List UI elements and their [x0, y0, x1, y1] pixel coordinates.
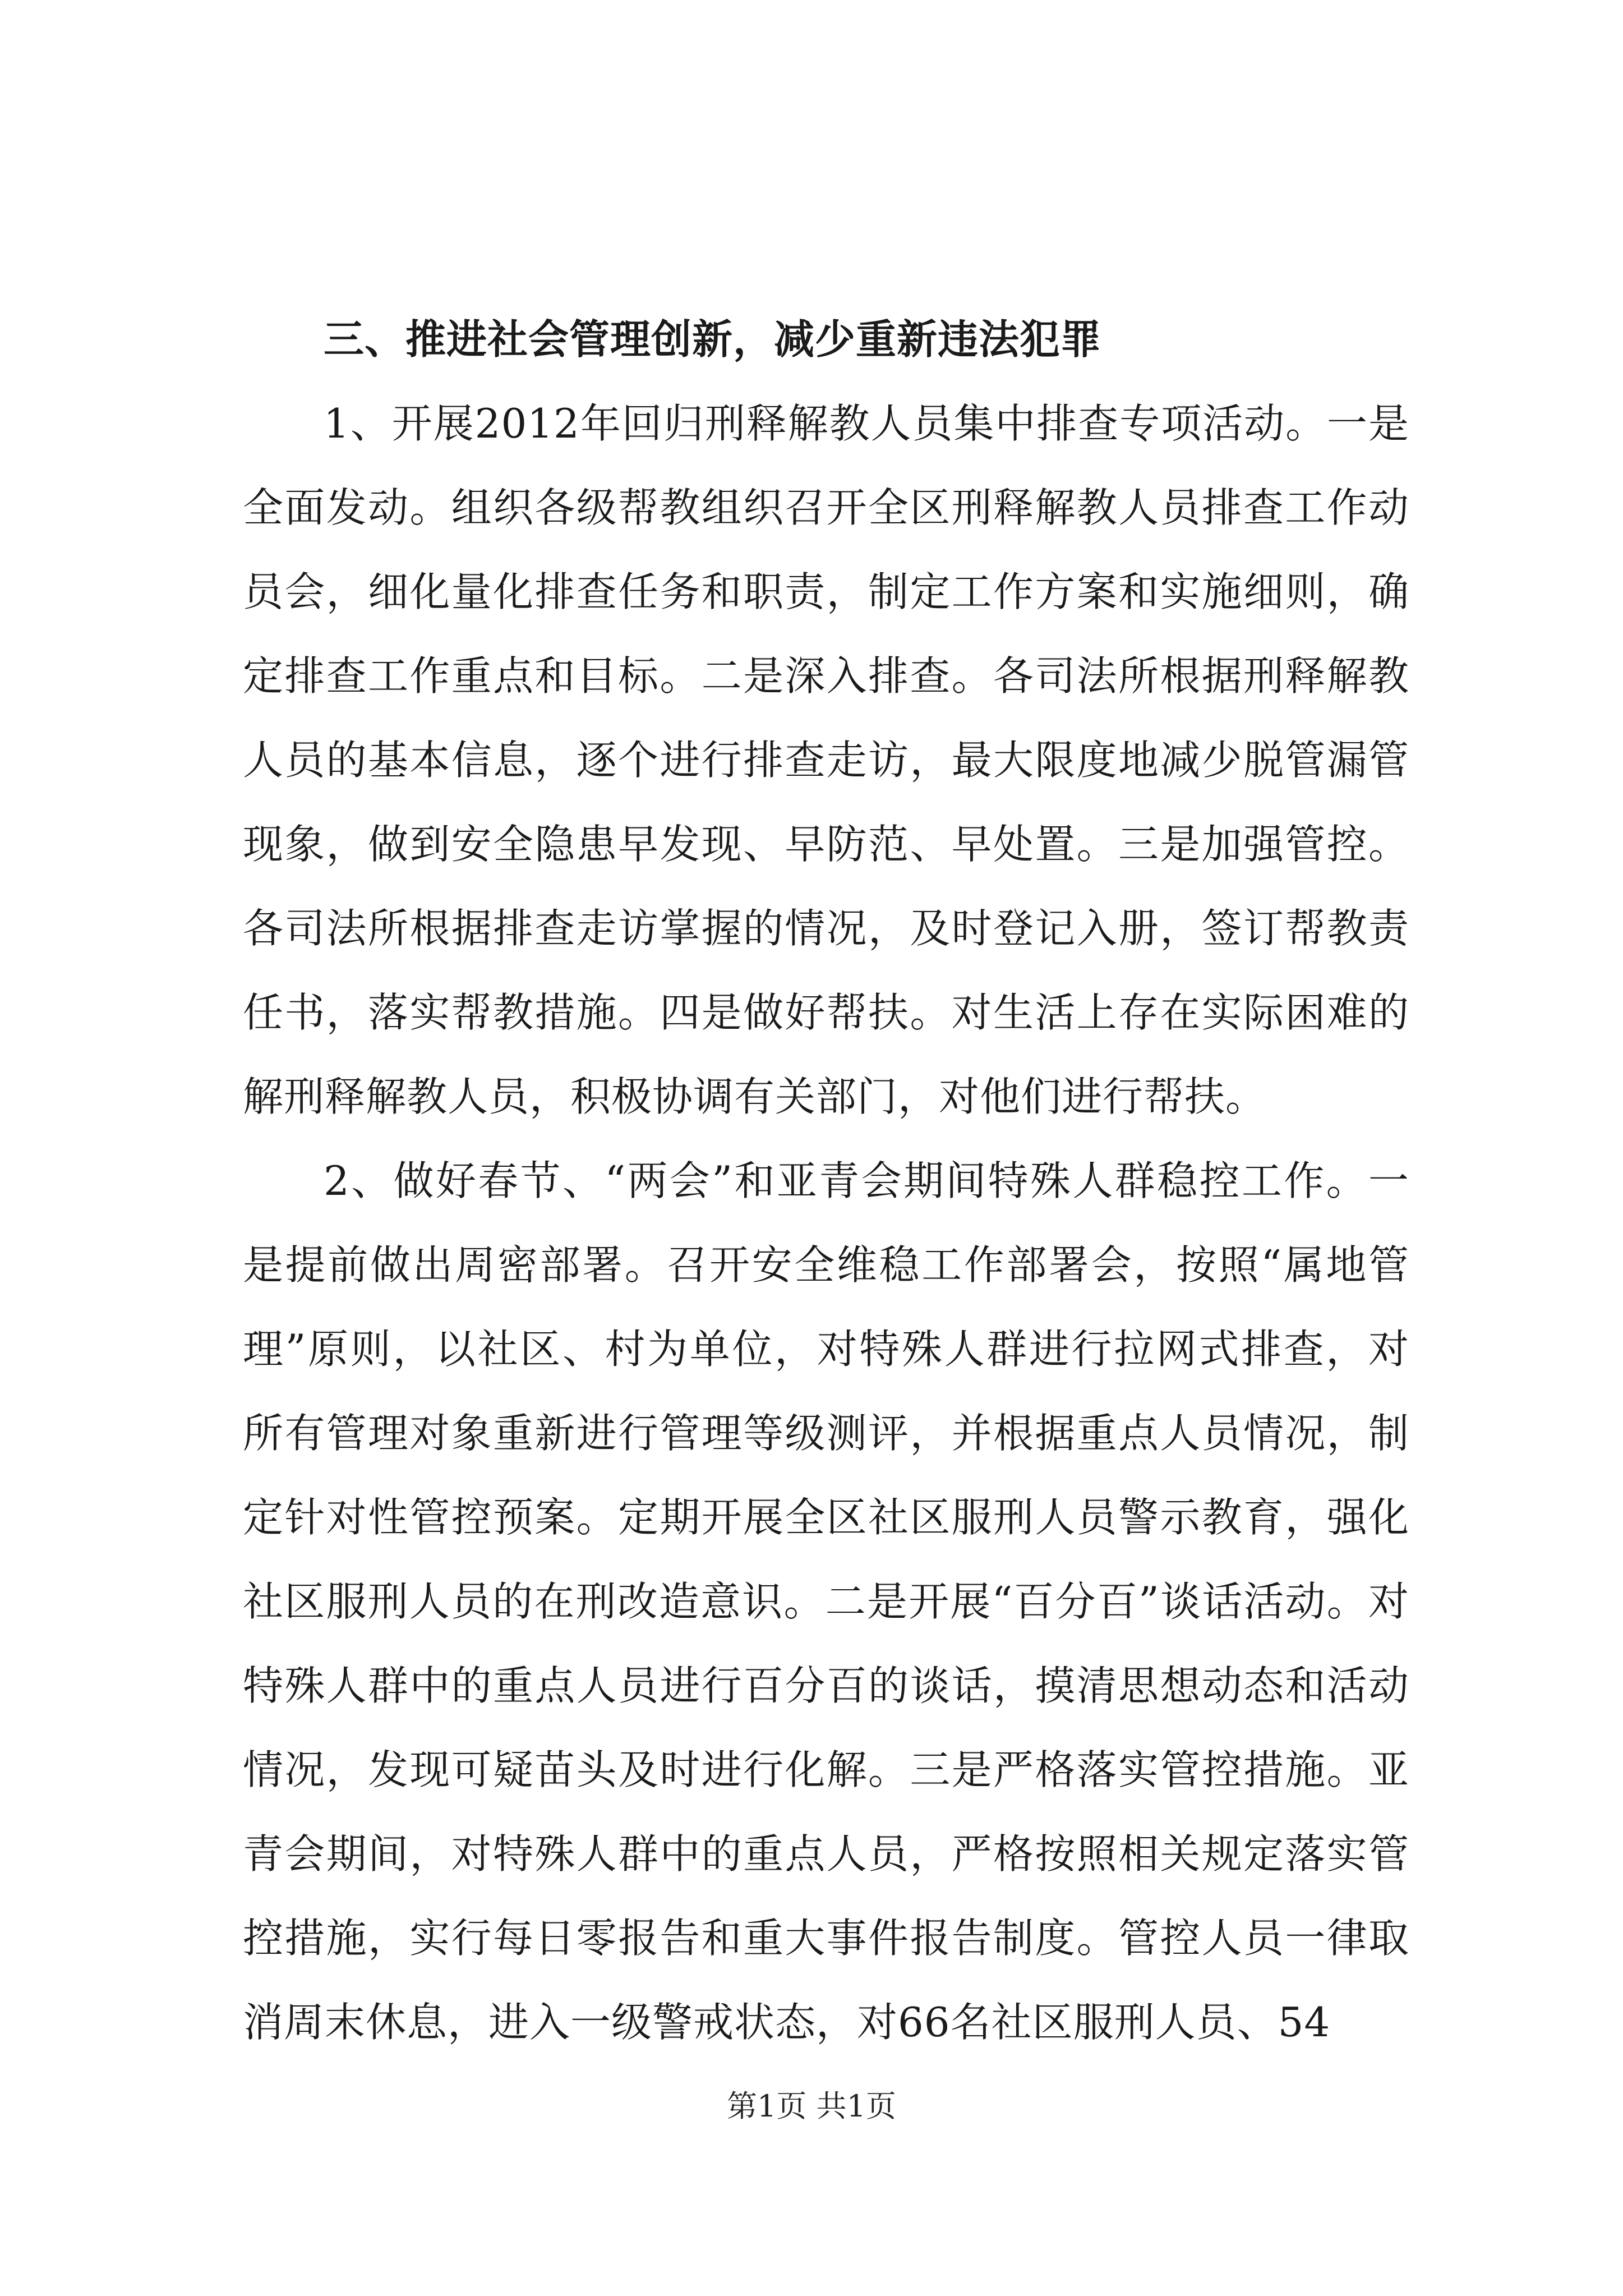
paragraph-2: 2、做好春节、“两会”和亚青会期间特殊人群稳控工作。一是提前做出周密部署。召开安全维稳工作部署会，按照“属地管理”原则，以社区、村为单位，对特殊人群进行拉网式排查，对所有管理对象重新进行管理等级测评，并根据重点人员情况，制定针对性管控预案。定期开展全区社区服刑人员警示教育，强化社区服刑人员的在刑改造意识。二是开展“百分百”谈话活动。对特殊人群中的重点人员进行百分百的谈话，摸清思想动态和活动情况，发现可疑苗头及时进行化解。三是严格落实管控措施。亚青会期间，对特殊人群中的重点人员，严格按照相关规定落实管控措施，实行每日零报告和重大事件报告制度。管控人员一律取消周末休息，进入一级警戒状态，对66名社区服刑人员、54 — [243, 1157, 1409, 2046]
document-body — [243, 297, 1409, 2064]
paragraph-1: 1、开展2012年回归刑释解教人员集中排查专项活动。一是全面发动。组织各级帮教组织召开全区刑释解教人员排查工作动员会，细化量化排查任务和职责，制定工作方案和实施细则，确定排查工作重点和目标。二是深入排查。各司法所根据刑释解教人员的基本信息，逐个进行排查走访，最大限度地减少脱管漏管现象，做到安全隐患早发现、早防范、早处置。三是加强管控。各司法所根据排查走访掌握的情况，及时登记入册，签订帮教责任书，落实帮教措施。四是做好帮扶。对生活上存在实际困难的解刑释解教人员，积极协调有关部门，对他们进行帮扶。 — [243, 400, 1409, 1120]
page-footer — [0, 2087, 1623, 2126]
section-heading: 三、推进社会管理创新，减少重新违法犯罪 — [324, 315, 1102, 363]
page-indicator: 第1页 共1页 — [727, 2088, 896, 2124]
